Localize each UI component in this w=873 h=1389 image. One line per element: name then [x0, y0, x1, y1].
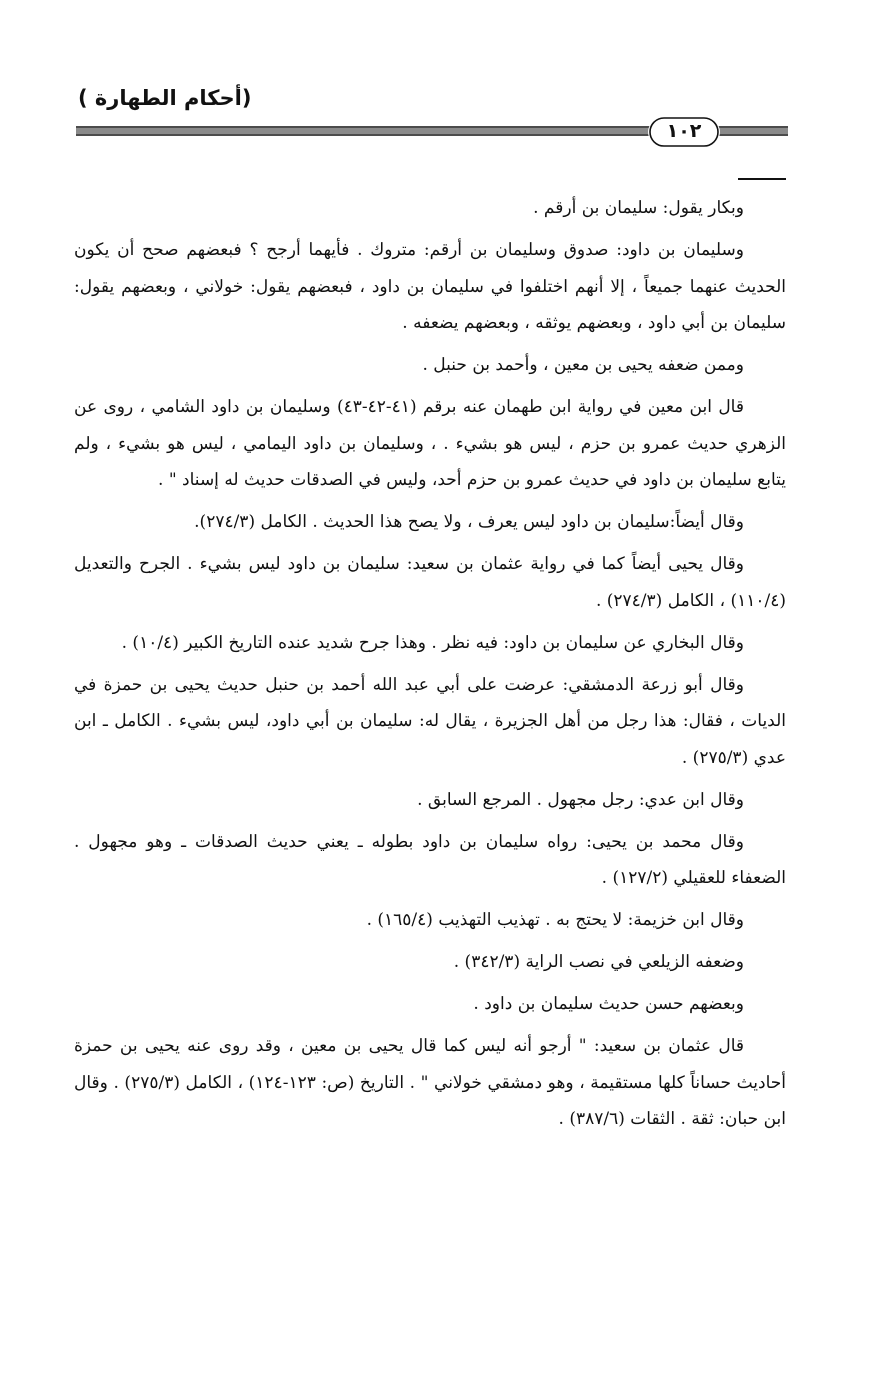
paragraph: وقال ابن عدي: رجل مجهول . المرجع السابق .	[417, 789, 744, 810]
paragraph: وضعفه الزيلعي في نصب الراية (٣٤٢/٣) .	[453, 952, 744, 972]
running-header-title: (أحكام الطهارة )	[78, 86, 252, 110]
paragraph: وقال محمد بن يحيى: رواه سليمان بن داود بطوله ـ يعني حديث الصدقات ـ وهو مجهول . الضعفاء للعقيلي (١٢٧/٢) .	[74, 831, 786, 888]
separator-line	[738, 178, 786, 180]
paragraph: قال ابن معين في رواية ابن طهمان عنه برقم (٤١-٤٢-٤٣) وسليمان بن داود الشامي ، روى عن الزهري حديث عمرو بن حزم ، ليس هو بشيء . ، وسليمان بن داود اليمامي ، ليس هو بشيء ، ولم يتابع سليمان بن داود في حديث عمرو بن حزم أحد، وليس في الصدقات حديث له إسناد " .	[74, 397, 786, 490]
paragraph: وممن ضعفه يحيى بن معين ، وأحمد بن حنبل .	[422, 355, 744, 375]
page-body	[74, 190, 786, 1143]
paragraph: وقال أبو زرعة الدمشقي: عرضت على أبي عبد الله أحمد بن حنبل حديث يحيى بن حمزة في الديات ، فقال: هذا رجل من أهل الجزيرة ، يقال له: سليمان بن أبي داود، ليس بشيء . الكامل ـ ابن عدي (٢٧٥/٣) .	[74, 674, 786, 768]
paragraph: قال عثمان بن سعيد: " أرجو أنه ليس كما قال يحيى بن معين ، وقد روى عنه يحيى بن حمزة أحاديث حساناً كلها مستقيمة ، وهو دمشقي خولاني " . التاريخ (ص: ١٢٣-١٢٤) ، الكامل (٢٧٥/٣) . وقال ابن حبان: ثقة . الثقات (٣٨٧/٦) .	[74, 1036, 787, 1129]
paragraph: وقال أيضاً:سليمان بن داود ليس يعرف ، ولا يصح هذا الحديث . الكامل (٢٧٤/٣).	[194, 512, 744, 532]
paragraph: وقال يحيى أيضاً كما في رواية عثمان بن سعيد: سليمان بن داود ليس بشيء . الجرح والتعديل (١١٠/٤) ، الكامل (٢٧٤/٣) .	[74, 554, 786, 611]
paragraph: وسليمان بن داود: صدوق وسليمان بن أرقم: متروك . فأيهما أرجح ؟ فبعضهم صحح أن يكون الحديث عنهما جميعاً ، إلا أنهم اختلفوا في سليمان بن داود ، فبعضهم يقول: خولاني ، وبعضهم يقول: سليمان بن أبي داود ، وبعضهم يوثقه ، وبعضهم يضعفه .	[74, 240, 786, 333]
paragraph: وقال البخاري عن سليمان بن داود: فيه نظر . وهذا جرح شديد عنده التاريخ الكبير (١٠/٤) .	[121, 632, 744, 653]
paragraph: وبكار يقول: سليمان بن أرقم .	[533, 198, 744, 218]
paragraph: وقال ابن خزيمة: لا يحتج به . تهذيب التهذيب (١٦٥/٤) .	[366, 910, 744, 930]
paragraph: وبعضهم حسن حديث سليمان بن داود .	[473, 994, 744, 1014]
page-number: ١٠٢	[666, 120, 702, 142]
